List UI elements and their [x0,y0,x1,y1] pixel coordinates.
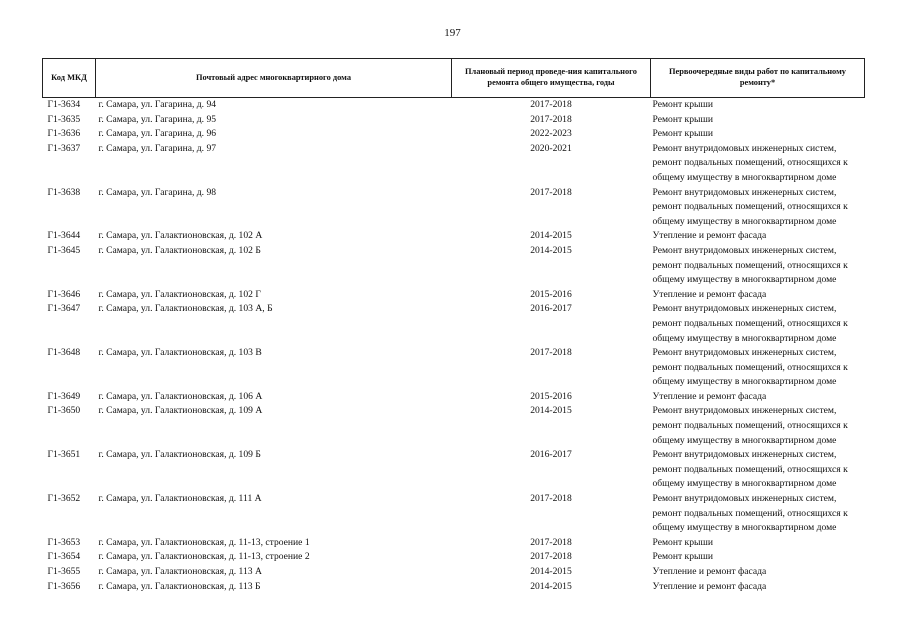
cell-code: Г1-3636 [47,128,81,140]
cell-address: г. Самара, ул. Галактионовская, д. 11-13, строение 1 [98,536,310,548]
cell-address: г. Самара, ул. Гагарина, д. 98 [98,186,217,198]
table-row [43,346,865,390]
work-line: Утепление и ремонт фасада [652,230,767,242]
cell-period: 2020-2021 [530,142,572,154]
work-line: Ремонт внутридомовых инженерных систем, [652,142,837,154]
header-code: Код МКД [43,59,96,98]
table-row [43,565,865,580]
cell-code: Г1-3649 [47,390,81,402]
work-line: Ремонт внутридомовых инженерных систем, [652,347,837,359]
cell-works [651,288,865,303]
cell-address: г. Самара, ул. Галактионовская, д. 113 Б [98,580,261,592]
work-line: Утепление и ремонт фасада [652,566,767,577]
work-line: Ремонт крыши [652,551,713,563]
table-row [43,229,865,244]
work-line: общему имуществу в многоквартирном доме [652,332,837,344]
cell-code: Г1-3647 [47,303,81,315]
work-line: ремонт подвальных помещений, относящихся к [652,201,848,213]
header-works: Первоочередные виды работ по капитальному ремонту* [651,59,865,98]
table-row [43,244,865,288]
table-row [43,288,865,303]
table-row [43,536,865,551]
work-line: общему имуществу в многоквартирном доме [652,522,837,534]
cell-code: Г1-3650 [47,405,81,417]
table-row [43,404,865,448]
cell-works [651,229,865,244]
cell-period: 2014-2015 [530,230,572,242]
work-line: ремонт подвальных помещений, относящихся к [652,507,848,519]
table-body [43,98,865,595]
page-number: 197 [444,27,461,39]
cell-code: Г1-3655 [47,566,81,577]
cell-address: г. Самара, ул. Гагарина, д. 94 [98,99,217,110]
table-row [43,580,865,595]
work-line: Утепление и ремонт фасада [652,288,767,300]
work-line: Ремонт внутридомовых инженерных систем, [652,449,837,461]
work-line: общему имуществу в многоквартирном доме [652,434,837,446]
cell-works [651,580,865,595]
work-line: Ремонт внутридомовых инженерных систем, [652,493,837,505]
cell-address: г. Самара, ул. Галактионовская, д. 111 А [98,493,262,505]
cell-address: г. Самара, ул. Галактионовская, д. 102 Г [98,288,261,300]
work-line: ремонт подвальных помещений, относящихся к [652,420,848,432]
table-row [43,127,865,142]
work-line: ремонт подвальных помещений, относящихся к [652,463,848,475]
table-row [43,302,865,346]
cell-period: 2017-2018 [530,99,572,110]
cell-period: 2022-2023 [530,128,572,140]
cell-period: 2014-2015 [530,566,572,577]
cell-period: 2015-2016 [530,288,572,300]
cell-works [651,98,865,113]
work-line: ремонт подвальных помещений, относящихся к [652,361,848,373]
cell-period: 2017-2018 [530,493,572,505]
cell-address: г. Самара, ул. Галактионовская, д. 109 А [98,405,263,417]
table-row [43,492,865,536]
cell-address: г. Самара, ул. Галактионовская, д. 102 Б [98,244,261,256]
cell-address: г. Самара, ул. Галактионовская, д. 103 А, Б [98,303,273,315]
registry-table [42,58,865,594]
table-row [43,448,865,492]
cell-address: г. Самара, ул. Гагарина, д. 96 [98,128,217,140]
cell-code: Г1-3644 [47,230,81,242]
table-row [43,550,865,565]
cell-period: 2017-2018 [530,551,572,563]
work-line: ремонт подвальных помещений, относящихся к [652,259,848,271]
work-line: Ремонт внутридомовых инженерных систем, [652,244,837,256]
cell-works [651,550,865,565]
cell-period: 2016-2017 [530,449,572,461]
work-line: общему имуществу в многоквартирном доме [652,376,837,388]
work-line: Утепление и ремонт фасада [652,580,767,592]
table-header [43,59,865,98]
cell-period: 2017-2018 [530,113,572,125]
cell-works [651,346,865,390]
cell-address: г. Самара, ул. Галактионовская, д. 109 Б [98,449,261,461]
work-line: общему имуществу в многоквартирном доме [652,478,837,490]
cell-code: Г1-3637 [47,142,81,154]
cell-code: Г1-3653 [47,536,81,548]
cell-address: г. Самара, ул. Гагарина, д. 97 [98,142,217,154]
cell-period: 2017-2018 [530,186,572,198]
cell-works [651,127,865,142]
table-row [43,113,865,128]
work-line: Ремонт внутридомовых инженерных систем, [652,186,837,198]
cell-code: Г1-3654 [47,551,81,563]
cell-works [651,390,865,405]
cell-code: Г1-3656 [47,580,81,592]
cell-address: г. Самара, ул. Галактионовская, д. 11-13, строение 2 [98,551,310,563]
table-row [43,390,865,405]
cell-period: 2014-2015 [530,580,572,592]
cell-code: Г1-3652 [47,493,81,505]
work-line: общему имуществу в многоквартирном доме [652,274,837,286]
work-line: Ремонт внутридомовых инженерных систем, [652,405,837,417]
work-line: Ремонт крыши [652,113,713,125]
work-line: Ремонт крыши [652,128,713,140]
cell-works [651,113,865,128]
work-line: Ремонт крыши [652,536,713,548]
cell-works [651,404,865,448]
cell-period: 2015-2016 [530,390,572,402]
cell-period: 2014-2015 [530,405,572,417]
cell-period: 2017-2018 [530,536,572,548]
cell-period: 2017-2018 [530,347,572,359]
cell-address: г. Самара, ул. Галактионовская, д. 103 В [98,347,262,359]
cell-address: г. Самара, ул. Галактионовская, д. 102 А [98,230,263,242]
cell-works [651,536,865,551]
cell-address: г. Самара, ул. Галактионовская, д. 106 А [98,390,263,402]
header-address: Почтовый адрес многоквартирного дома [96,59,452,98]
table-row [43,98,865,113]
cell-code: Г1-3646 [47,288,81,300]
cell-code: Г1-3634 [47,99,81,110]
cell-address: г. Самара, ул. Галактионовская, д. 113 А [98,566,262,577]
cell-period: 2014-2015 [530,244,572,256]
work-line: общему имуществу в многоквартирном доме [652,171,837,183]
cell-works [651,492,865,536]
work-line: Утепление и ремонт фасада [652,390,767,402]
cell-works [651,244,865,288]
cell-code: Г1-3638 [47,186,81,198]
work-line: ремонт подвальных помещений, относящихся к [652,157,848,169]
cell-works [651,142,865,186]
header-period: Плановый период проведе-ния капитального ремонта общего имущества, годы [452,59,651,98]
cell-address: г. Самара, ул. Гагарина, д. 95 [98,113,217,125]
cell-code: Г1-3648 [47,347,81,359]
work-line: общему имуществу в многоквартирном доме [652,215,837,227]
cell-code: Г1-3645 [47,244,81,256]
cell-works [651,302,865,346]
cell-period: 2016-2017 [530,303,572,315]
work-line: Ремонт внутридомовых инженерных систем, [652,303,837,315]
cell-code: Г1-3635 [47,113,81,125]
table-row [43,142,865,186]
cell-works [651,448,865,492]
cell-code: Г1-3651 [47,449,81,461]
cell-works [651,565,865,580]
cell-works [651,186,865,230]
table-row [43,186,865,230]
work-line: ремонт подвальных помещений, относящихся к [652,317,848,329]
work-line: Ремонт крыши [652,99,713,110]
